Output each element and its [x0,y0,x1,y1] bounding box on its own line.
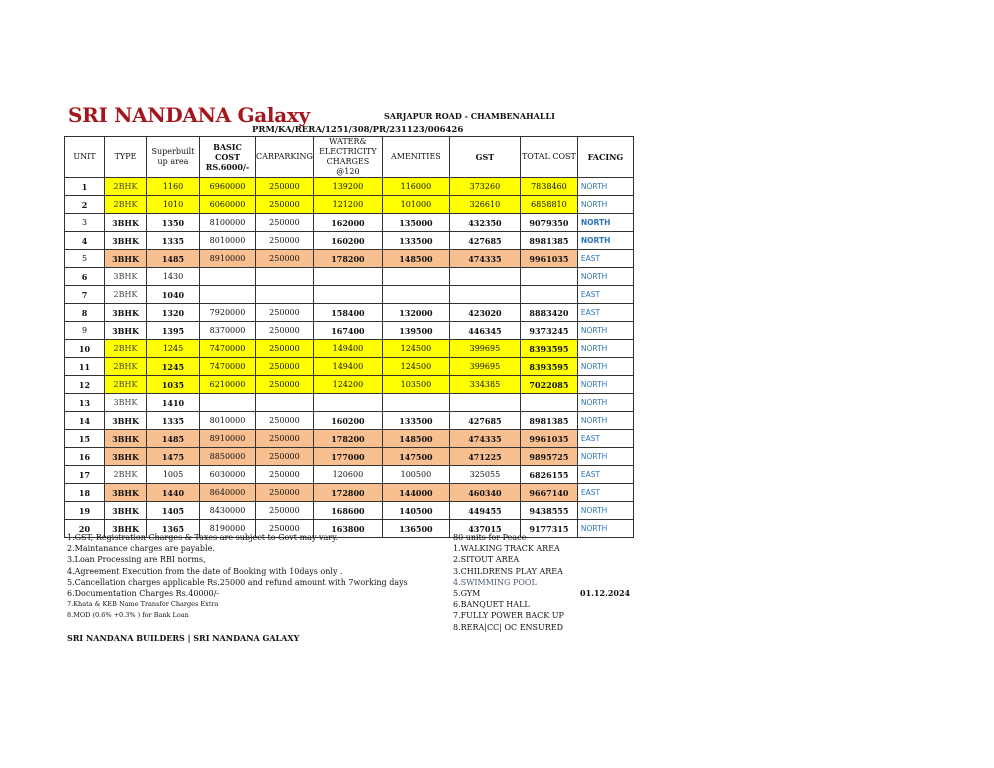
cell-water: 149400 [313,358,382,376]
cell-total: 8981385 [520,232,577,250]
cell-gst: 399695 [449,340,520,358]
cell-facing: NORTH [577,214,633,232]
table-row [65,214,634,232]
col-facing: FACING [577,137,633,178]
cell-area: 1245 [147,340,200,358]
cell-facing: NORTH [577,448,633,466]
cell-area: 1245 [147,358,200,376]
cell-amenities: 133500 [382,232,449,250]
project-title: SRI NANDANA Galaxy [68,103,310,127]
cell-type: 2BHK [105,466,147,484]
cell-parking: 250000 [256,340,314,358]
cell-gst: 471225 [449,448,520,466]
table-row [65,412,634,430]
cell-facing: EAST [577,286,633,304]
cell-gst: 427685 [449,232,520,250]
cell-parking [256,394,314,412]
cell-type: 3BHK [105,412,147,430]
cell-water: 121200 [313,196,382,214]
cell-unit: 18 [65,484,105,502]
cell-type: 2BHK [105,340,147,358]
cell-gst: 432350 [449,214,520,232]
cell-water: 160200 [313,412,382,430]
cell-area: 1365 [147,520,200,538]
cell-facing: NORTH [577,376,633,394]
cell-amenities: 148500 [382,430,449,448]
cell-water [313,268,382,286]
cell-facing: EAST [577,250,633,268]
table-row [65,178,634,196]
note-item: 4.Agreement Execution from the date of Booking with 10days only . [67,566,343,576]
cell-basic: 6210000 [200,376,256,394]
cell-water: 162000 [313,214,382,232]
table-header-row [65,137,634,178]
cell-total: 7838460 [520,178,577,196]
cell-parking: 250000 [256,358,314,376]
cell-facing: NORTH [577,340,633,358]
cell-area: 1485 [147,250,200,268]
amenity-item: 4.SWIMMING POOL [453,577,537,587]
cell-facing: NORTH [577,232,633,250]
cell-water: 178200 [313,250,382,268]
cell-facing: NORTH [577,268,633,286]
cell-type: 2BHK [105,358,147,376]
cell-parking: 250000 [256,412,314,430]
cell-basic: 7920000 [200,304,256,322]
cell-unit: 17 [65,466,105,484]
cell-unit: 14 [65,412,105,430]
cell-facing: NORTH [577,196,633,214]
cell-unit: 12 [65,376,105,394]
cell-total: 9961035 [520,430,577,448]
cell-gst [449,268,520,286]
cell-facing: EAST [577,430,633,448]
project-location: SARJAPUR ROAD - CHAMBENAHALLI [384,111,555,121]
cell-unit: 10 [65,340,105,358]
cell-unit: 2 [65,196,105,214]
cell-total: 9177315 [520,520,577,538]
cell-area: 1430 [147,268,200,286]
table-row [65,430,634,448]
amenities-heading: 80 units for Peace [453,533,527,542]
cell-area: 1410 [147,394,200,412]
cell-facing: NORTH [577,322,633,340]
col-amenities: AMENITIES [382,137,449,178]
cell-amenities: 140500 [382,502,449,520]
cell-area: 1485 [147,430,200,448]
note-item: 7.Khata & KEB Name Transfer Charges Extra [67,600,219,609]
cell-type: 3BHK [105,268,147,286]
cell-total: 9961035 [520,250,577,268]
cell-basic [200,268,256,286]
cell-parking: 250000 [256,178,314,196]
cell-amenities: 116000 [382,178,449,196]
cell-unit: 19 [65,502,105,520]
cell-total: 7022085 [520,376,577,394]
cell-water: 163800 [313,520,382,538]
cell-total: 8393595 [520,340,577,358]
col-carparking: CARPARKING [256,137,314,178]
cell-parking: 250000 [256,430,314,448]
cell-basic: 8010000 [200,232,256,250]
cell-gst: 373260 [449,178,520,196]
note-item: 8.MOD (0.6% +0.3% ) for Bank Loan [67,611,189,620]
note-item: 5.Cancellation charges applicable Rs.25000 and refund amount with 7working days [67,577,408,587]
col-water-electricity: WATER& ELECTRICITY CHARGES @120 [313,137,382,178]
cell-area: 1005 [147,466,200,484]
cell-gst: 460340 [449,484,520,502]
cell-parking [256,286,314,304]
cell-area: 1035 [147,376,200,394]
cell-amenities: 139500 [382,322,449,340]
cell-type: 2BHK [105,178,147,196]
cell-basic: 6030000 [200,466,256,484]
cell-basic: 8910000 [200,250,256,268]
col-basic-cost: BASIC COST RS.6000/- [200,137,256,178]
cell-amenities [382,394,449,412]
cell-facing: EAST [577,304,633,322]
table-row [65,502,634,520]
cell-total [520,286,577,304]
cell-facing: NORTH [577,358,633,376]
cell-gst: 334385 [449,376,520,394]
cell-amenities: 100500 [382,466,449,484]
cell-type: 3BHK [105,214,147,232]
rera-number: PRM/KA/RERA/1251/308/PR/231123/006426 [252,125,464,135]
cell-amenities: 101000 [382,196,449,214]
cell-water [313,394,382,412]
cell-parking: 250000 [256,214,314,232]
amenity-item: 6.BANQUET HALL [453,600,530,610]
cell-basic: 8100000 [200,214,256,232]
cell-facing: NORTH [577,412,633,430]
cell-basic [200,286,256,304]
note-item: 1.GST, Registration Charges & Taxes are subject to Govt may vary. [67,533,339,542]
cell-type: 2BHK [105,286,147,304]
cell-basic: 7470000 [200,340,256,358]
cell-amenities: 132000 [382,304,449,322]
cell-area: 1010 [147,196,200,214]
cell-water: 124200 [313,376,382,394]
cell-amenities [382,286,449,304]
cell-parking: 250000 [256,232,314,250]
cell-parking: 250000 [256,502,314,520]
cell-type: 3BHK [105,304,147,322]
cell-area: 1335 [147,232,200,250]
cell-type: 3BHK [105,250,147,268]
table-row [65,286,634,304]
cell-unit: 6 [65,268,105,286]
cell-basic: 8910000 [200,430,256,448]
cell-basic: 8640000 [200,484,256,502]
cell-parking: 250000 [256,484,314,502]
cell-unit: 3 [65,214,105,232]
table-row [65,466,634,484]
cell-water: 167400 [313,322,382,340]
table-row [65,268,634,286]
cell-gst: 446345 [449,322,520,340]
cell-total: 8883420 [520,304,577,322]
cell-gst: 427685 [449,412,520,430]
cell-gst: 423020 [449,304,520,322]
cell-facing: EAST [577,484,633,502]
cell-total: 6858810 [520,196,577,214]
cell-total: 6826155 [520,466,577,484]
amenity-item: 7.FULLY POWER BACK UP [453,611,564,621]
cell-area: 1335 [147,412,200,430]
cell-water: 120600 [313,466,382,484]
cell-amenities: 103500 [382,376,449,394]
cell-type: 2BHK [105,376,147,394]
cell-type: 3BHK [105,520,147,538]
cell-area: 1475 [147,448,200,466]
cell-gst: 399695 [449,358,520,376]
cell-facing: EAST [577,466,633,484]
cell-parking: 250000 [256,376,314,394]
cell-gst: 449455 [449,502,520,520]
cell-basic: 6060000 [200,196,256,214]
cell-amenities: 147500 [382,448,449,466]
cell-type: 3BHK [105,322,147,340]
cell-gst: 474335 [449,250,520,268]
cell-type: 2BHK [105,196,147,214]
cell-area: 1320 [147,304,200,322]
cell-gst: 325055 [449,466,520,484]
note-item: 6.Documentation Charges Rs.40000/- [67,589,220,599]
cell-amenities: 133500 [382,412,449,430]
col-gst: GST [449,137,520,178]
cell-amenities [382,268,449,286]
table-row [65,250,634,268]
cell-basic: 8850000 [200,448,256,466]
cell-total: 9438555 [520,502,577,520]
cell-basic: 6960000 [200,178,256,196]
cell-amenities: 136500 [382,520,449,538]
cell-unit: 15 [65,430,105,448]
table-row [65,484,634,502]
cell-amenities: 148500 [382,250,449,268]
cell-unit: 4 [65,232,105,250]
cell-unit: 16 [65,448,105,466]
cell-water: 149400 [313,340,382,358]
cell-unit: 8 [65,304,105,322]
table-row [65,358,634,376]
cell-gst: 437015 [449,520,520,538]
cell-water: 139200 [313,178,382,196]
cell-area: 1405 [147,502,200,520]
cell-unit: 11 [65,358,105,376]
cell-basic: 8190000 [200,520,256,538]
table-row [65,232,634,250]
cell-total: 9667140 [520,484,577,502]
amenities-list [453,532,564,633]
cell-area: 1440 [147,484,200,502]
cell-basic: 8370000 [200,322,256,340]
cell-unit: 20 [65,520,105,538]
cell-gst: 326610 [449,196,520,214]
amenity-item: 3.CHILDRENS PLAY AREA [453,566,563,576]
col-unit: UNIT [65,137,105,178]
cell-total: 8981385 [520,412,577,430]
amenity-item: 1.WALKING TRACK AREA [453,544,560,554]
cell-amenities: 124500 [382,340,449,358]
cell-unit: 5 [65,250,105,268]
cell-facing: NORTH [577,502,633,520]
cell-type: 3BHK [105,232,147,250]
cell-area: 1395 [147,322,200,340]
table-row [65,304,634,322]
cell-area: 1350 [147,214,200,232]
cell-water: 160200 [313,232,382,250]
price-date: 01.12.2024 [580,588,631,598]
cell-water: 177000 [313,448,382,466]
cell-facing: NORTH [577,178,633,196]
cell-parking: 250000 [256,466,314,484]
cell-total: 8393595 [520,358,577,376]
cell-type: 3BHK [105,430,147,448]
cell-facing: NORTH [577,520,633,538]
cell-type: 3BHK [105,448,147,466]
builder-footer: SRI NANDANA BUILDERS | SRI NANDANA GALAXY [67,633,300,643]
cell-parking: 250000 [256,448,314,466]
amenity-item: 2.SITOUT AREA [453,555,520,565]
terms-notes [67,532,408,622]
cell-parking [256,268,314,286]
col-type: TYPE [105,137,147,178]
cell-gst [449,286,520,304]
cell-parking: 250000 [256,520,314,538]
cell-type: 3BHK [105,484,147,502]
table-row [65,448,634,466]
cell-parking: 250000 [256,250,314,268]
table-body [65,178,634,538]
cell-water: 178200 [313,430,382,448]
cell-water: 172800 [313,484,382,502]
cell-amenities: 124500 [382,358,449,376]
cell-parking: 250000 [256,322,314,340]
col-area: Superbuilt up area [147,137,200,178]
cell-basic: 7470000 [200,358,256,376]
cell-parking: 250000 [256,304,314,322]
price-table [64,136,634,538]
cell-total [520,394,577,412]
note-item: 3.Loan Processing are RBI norms, [67,555,206,565]
cell-unit: 9 [65,322,105,340]
amenity-item: 5.GYM [453,589,481,599]
note-item: 2.Maintanance charges are payable. [67,544,215,554]
cell-unit: 7 [65,286,105,304]
cell-unit: 13 [65,394,105,412]
cell-type: 3BHK [105,394,147,412]
amenity-item: 8.RERA|CC| OC ENSURED [453,622,564,632]
cell-basic: 8430000 [200,502,256,520]
cell-amenities: 144000 [382,484,449,502]
cell-gst [449,394,520,412]
cell-type: 3BHK [105,502,147,520]
cell-total: 9895725 [520,448,577,466]
cell-basic [200,394,256,412]
cell-water: 158400 [313,304,382,322]
col-total-cost: TOTAL COST [520,137,577,178]
table-row [65,394,634,412]
cell-area: 1040 [147,286,200,304]
cell-gst: 474335 [449,430,520,448]
cell-unit: 1 [65,178,105,196]
cell-basic: 8010000 [200,412,256,430]
table-row [65,340,634,358]
cell-parking: 250000 [256,196,314,214]
cell-water: 168600 [313,502,382,520]
cell-facing: NORTH [577,394,633,412]
cell-total: 9079350 [520,214,577,232]
table-row [65,196,634,214]
table-row [65,376,634,394]
cell-area: 1160 [147,178,200,196]
cell-total [520,268,577,286]
table-row [65,322,634,340]
cell-total: 9373245 [520,322,577,340]
cell-amenities: 135000 [382,214,449,232]
cell-water [313,286,382,304]
